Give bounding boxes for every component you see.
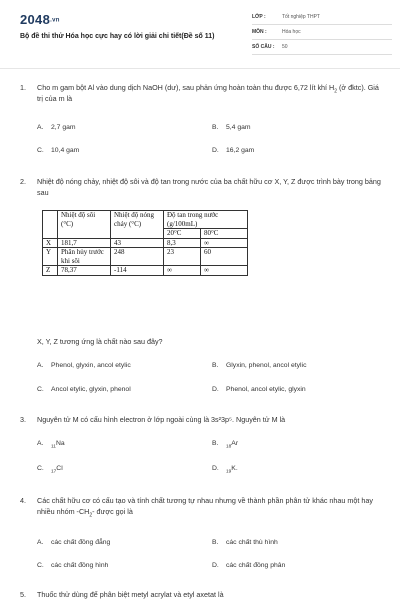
option-1c[interactable]: C. 10,4 gam	[37, 147, 80, 154]
option-4b[interactable]: B. các chất thù hình	[212, 539, 278, 546]
header-divider	[0, 68, 400, 69]
table-row: Y Phân hủy trước khi sôi 248 23 60	[43, 248, 248, 266]
question-2: 2. Nhiệt độ nóng chảy, nhiệt độ sôi và độ tan trong nước của ba chất hữu cơ X, Y, Z được trình bày trong bảng sau	[20, 177, 381, 197]
document-header	[0, 0, 400, 62]
question-1: 1. Cho m gam bột Al vào dung dịch NaOH (dư), sau phản ứng hoàn toàn thu được 6,72 lít khí $H_2$ (ở đktc). Giá trị của m là	[20, 82, 382, 104]
option-4a[interactable]: A. các chất đồng đẳng	[37, 539, 111, 546]
table-row: Z 78,37 -114 ∞ ∞	[43, 266, 248, 276]
option-2d[interactable]: D. Phenol, ancol etylic, glyxin	[212, 386, 306, 393]
question-text: Nhiệt độ nóng chảy, nhiệt độ sôi và độ tan trong nước của ba chất hữu cơ X, Y, Z được trình bày trong bảng sau	[37, 177, 381, 197]
question-text: Thuốc thử dùng để phân biệt metyl acrylat và etyl axetat là	[37, 590, 224, 599]
option-2b[interactable]: B. Glyxin, phenol, ancol etylic	[212, 362, 307, 369]
question-3: 3. Nguyên tử M có cấu hình electron ở lớp ngoài cùng là 3s²3p⁵. Nguyên tử M là	[20, 414, 382, 425]
site-logo[interactable]: 2048.vn	[20, 12, 60, 27]
option-3c[interactable]: C. $_{17}$Cl	[37, 465, 63, 475]
option-1b[interactable]: B. 5,4 gam	[212, 124, 251, 131]
option-4c[interactable]: C. các chất đồng hình	[37, 562, 109, 569]
option-2c[interactable]: C. Ancol etylic, glyxin, phenol	[37, 386, 131, 393]
question-text: Cho m gam bột Al vào dung dịch NaOH (dư), sau phản ứng hoàn toàn thu được 6,72 lít khí $H_2$ (ở đktc). Giá trị của m là	[37, 83, 379, 103]
option-3d[interactable]: D. $_{19}$K.	[212, 465, 238, 475]
question-text: Các chất hữu cơ có cấu tạo và tính chất tương tự nhau nhưng về thành phần phân tử khác nhau một hay nhiều nhóm $-CH_2-$ được gọi là	[37, 496, 373, 519]
question-5: 5. Thuốc thử dùng để phân biệt metyl acrylat và etyl axetat là	[20, 589, 382, 600]
question-text: Nguyên tử M có cấu hình electron ở lớp ngoài cùng là 3s²3p⁵. Nguyên tử M là	[37, 415, 286, 424]
meta-socau: SỐ CÂU : 50	[252, 44, 392, 55]
table-row: X 181,7 43 8,3 ∞	[43, 238, 248, 248]
option-3b[interactable]: B. $_{18}$Ar	[212, 440, 239, 450]
properties-table: Nhiệt độ sôi (°C) Nhiệt độ nóng chảy (°C) Độ tan trong nước (g/100mL) 20°C 80°C X 181,7 43 8,3 ∞ Y Phân hủy trước khi sôi 248 23 60 Z 78,37 -114 ∞ ∞	[42, 210, 248, 276]
option-1d[interactable]: D. 16,2 gam	[212, 147, 255, 154]
option-3a[interactable]: A. $_{11}$Na	[37, 440, 65, 450]
option-1a[interactable]: A. 2,7 gam	[37, 124, 76, 131]
question-2-prompt: X, Y, Z tương ứng là chất nào sau đây?	[37, 337, 163, 346]
option-2a[interactable]: A. Phenol, glyxin, ancol etylic	[37, 362, 131, 369]
document-title: Bộ đề thi thử Hóa học cực hay có lời giải chi tiết(Đề số 11)	[20, 33, 215, 40]
meta-mon: MÔN : Hóa học	[252, 29, 392, 40]
option-4d[interactable]: D. các chất đồng phân	[212, 562, 286, 569]
question-4: 4. Các chất hữu cơ có cấu tạo và tính chất tương tự nhau nhưng về thành phần phân tử khác nhau một hay nhiều nhóm $-CH_2-$ được gọi là	[20, 495, 382, 517]
meta-lop: LỚP : Tốt nghiệp THPT	[252, 14, 392, 25]
